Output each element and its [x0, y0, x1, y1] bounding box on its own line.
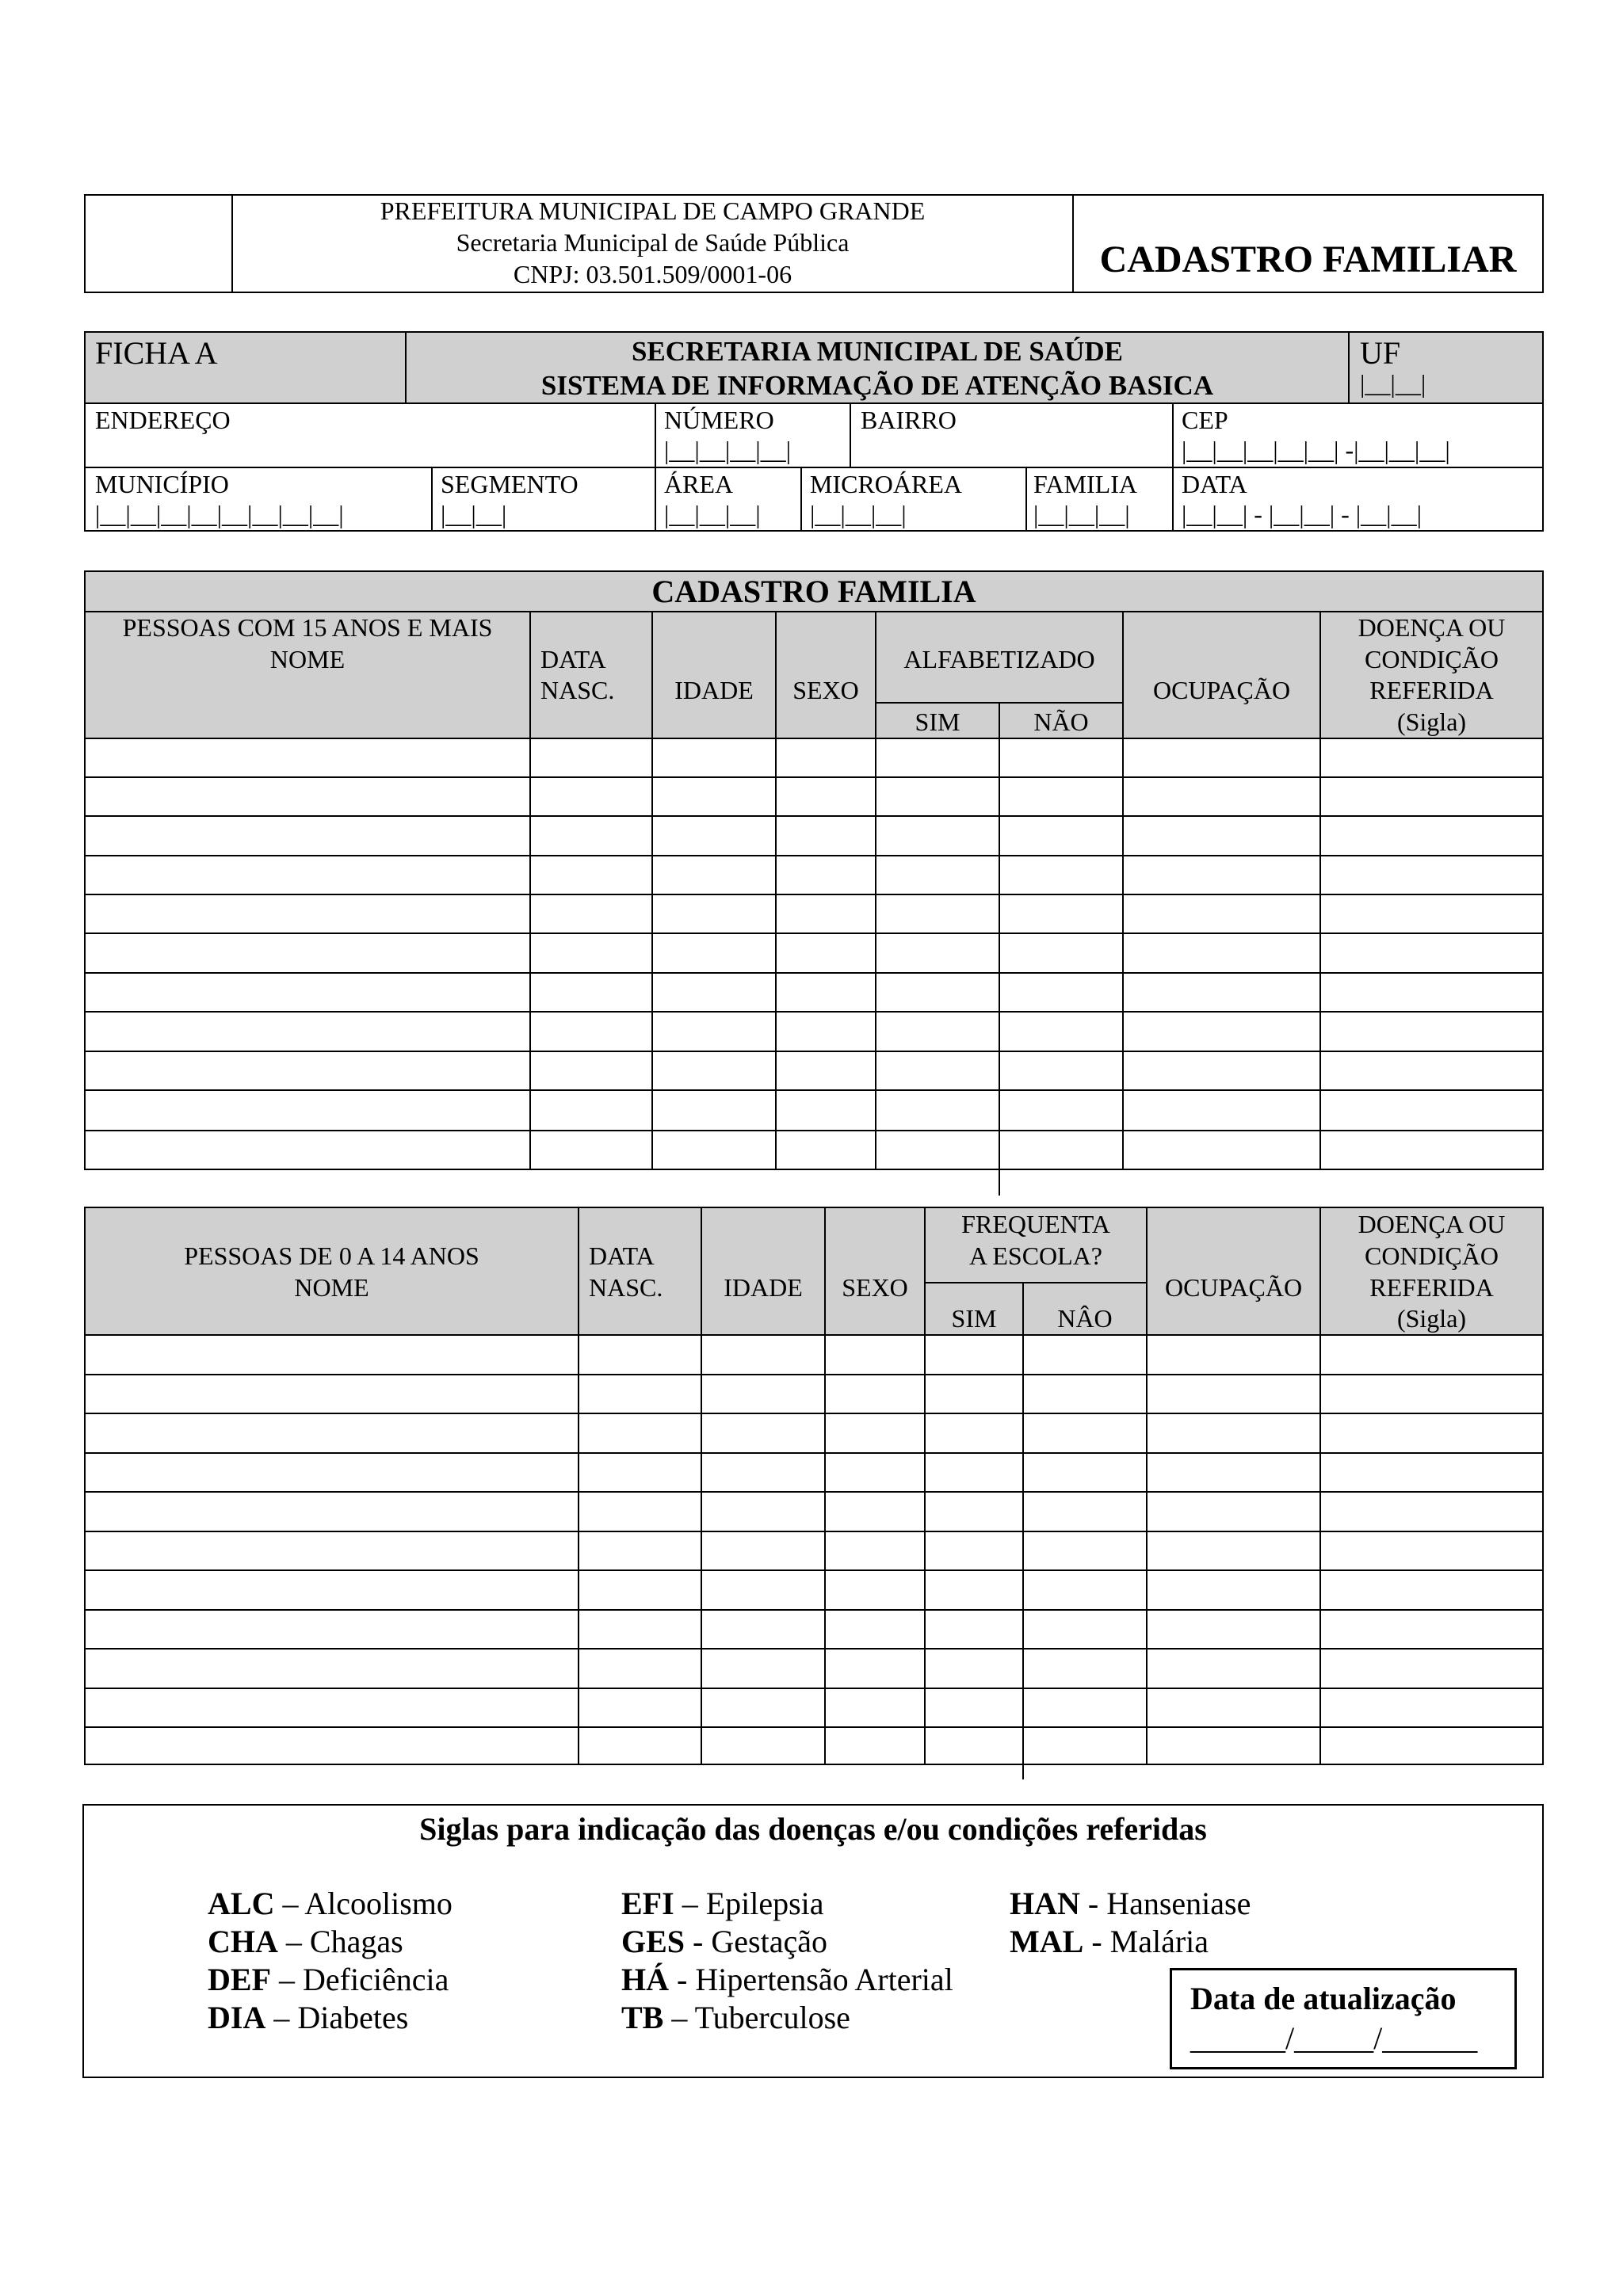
- segmento-field[interactable]: |__|__|: [441, 500, 507, 528]
- children-doenca-header: REFERIDA: [1369, 1273, 1494, 1302]
- cep-label: CEP: [1182, 406, 1228, 434]
- adults-nome-header: PESSOAS COM 15 ANOS E MAIS: [122, 613, 493, 642]
- microarea-label: MICROÁREA: [810, 470, 963, 498]
- children-row-line: [84, 1374, 1544, 1375]
- bairro-label: BAIRRO: [861, 406, 957, 434]
- area-field[interactable]: |__|__|__|: [664, 500, 761, 528]
- adults-row-line: [84, 933, 1544, 934]
- update-date-field[interactable]: ______/_____/______: [1190, 2020, 1478, 2056]
- children-row-line: [84, 1569, 1544, 1571]
- ficha-divider: [1172, 467, 1174, 532]
- children-row-line: [84, 1413, 1544, 1414]
- alfabetizado-header: ALFABETIZADO: [903, 645, 1095, 673]
- adults-row-line: [84, 738, 1544, 739]
- secretaria-title: SECRETARIA MUNICIPAL DE SAÚDE: [631, 336, 1124, 367]
- children-col-line: [924, 1207, 926, 1765]
- alfabetizado-sim-header: SIM: [915, 707, 960, 736]
- familia-field[interactable]: |__|__|__|: [1033, 500, 1130, 528]
- cep-field[interactable]: |__|__|__|__|__| -|__|__|__|: [1182, 436, 1450, 464]
- frequenta-split-line: [924, 1282, 1146, 1283]
- ficha-row-line: [84, 402, 1544, 404]
- data-field[interactable]: |__|__| - |__|__| - |__|__|: [1182, 500, 1422, 528]
- children-data-header: DATA: [589, 1241, 655, 1270]
- children-row-line: [84, 1531, 1544, 1532]
- children-row-line: [84, 1452, 1544, 1454]
- frequenta-nao-header: NÂO: [1057, 1304, 1113, 1333]
- adults-row-line: [84, 1051, 1544, 1052]
- ficha-row-line: [84, 467, 1544, 468]
- adults-doenca-header: REFERIDA: [1369, 676, 1494, 704]
- children-tick: [1022, 1765, 1024, 1779]
- frequenta-header: A ESCOLA?: [969, 1241, 1102, 1270]
- adults-col-line: [529, 611, 531, 1170]
- ficha-divider: [431, 467, 433, 532]
- frequenta-header: FREQUENTA: [961, 1210, 1110, 1238]
- org-name: PREFEITURA MUNICIPAL DE CAMPO GRANDE: [380, 196, 926, 225]
- children-row-line: [84, 1726, 1544, 1728]
- adults-data-header: DATA: [540, 645, 606, 673]
- adults-sexo-header: SEXO: [792, 676, 859, 704]
- area-label: ÁREA: [664, 470, 734, 498]
- adults-col-line: [999, 702, 1000, 1170]
- ficha-divider: [800, 467, 802, 532]
- update-date-label: Data de atualização: [1190, 1981, 1457, 2016]
- adults-row-line: [84, 1011, 1544, 1013]
- adults-row-line: [84, 815, 1544, 817]
- adults-row-line: [84, 776, 1544, 778]
- uf-label: UF: [1360, 335, 1401, 371]
- adults-nome-header: NOME: [269, 645, 346, 673]
- bairro-field[interactable]: [851, 436, 1170, 464]
- adults-doenca-header: CONDIÇÃO: [1365, 645, 1499, 673]
- children-row-line: [84, 1688, 1544, 1689]
- adults-ocupacao-header: OCUPAÇÃO: [1152, 676, 1291, 704]
- familia-label: FAMILIA: [1033, 470, 1137, 498]
- ficha-divider: [1172, 402, 1174, 467]
- adults-row-line: [84, 855, 1544, 856]
- legend-item: HÁ - Hipertensão Arterial: [621, 1962, 953, 1997]
- legend-item: DIA – Diabetes: [208, 2000, 409, 2035]
- adults-doenca-header: (Sigla): [1396, 707, 1467, 736]
- children-nome-header: NOME: [294, 1273, 369, 1302]
- uf-field[interactable]: |__|__|: [1360, 369, 1426, 398]
- children-idade-header: IDADE: [724, 1273, 803, 1302]
- legend-title: Siglas para indicação das doenças e/ou condições referidas: [419, 1811, 1207, 1847]
- children-row-line: [84, 1491, 1544, 1493]
- children-row-line: [84, 1334, 1544, 1336]
- legend-item: DEF – Deficiência: [208, 1962, 449, 1997]
- adults-doenca-header: DOENÇA OU: [1358, 613, 1506, 642]
- legend-item: HAN - Hanseniase: [1010, 1886, 1251, 1921]
- legend-item: CHA – Chagas: [208, 1924, 403, 1959]
- ficha-divider: [1025, 467, 1027, 532]
- frequenta-sim-header: SIM: [951, 1304, 997, 1333]
- children-ocupacao-header: OCUPAÇÃO: [1164, 1273, 1303, 1302]
- cadastro-familia-title: CADASTRO FAMILIA: [651, 574, 976, 609]
- ficha-divider: [655, 402, 656, 467]
- children-row-line: [84, 1609, 1544, 1611]
- children-col-line: [1022, 1282, 1024, 1765]
- adults-row-line: [84, 1089, 1544, 1091]
- microarea-field[interactable]: |__|__|__|: [810, 500, 907, 528]
- ficha-label: FICHA A: [95, 335, 218, 371]
- children-col-line: [578, 1207, 579, 1765]
- adults-row-line: [84, 894, 1544, 895]
- data-label: DATA: [1182, 470, 1247, 498]
- org-cnpj: CNPJ: 03.501.509/0001-06: [513, 260, 792, 288]
- legend-item: ALC – Alcoolismo: [208, 1886, 453, 1921]
- alfabetizado-nao-header: NÃO: [1033, 707, 1089, 736]
- adults-title-line: [84, 611, 1544, 612]
- legend-item: GES - Gestação: [621, 1924, 827, 1959]
- adults-data-header: NASC.: [540, 676, 615, 704]
- children-row-line: [84, 1648, 1544, 1650]
- adults-col-line: [875, 611, 876, 1170]
- adults-idade-header: IDADE: [674, 676, 754, 704]
- children-nome-header: PESSOAS DE 0 A 14 ANOS: [184, 1241, 479, 1270]
- segmento-label: SEGMENTO: [441, 470, 579, 498]
- legend-item: MAL - Malária: [1010, 1924, 1209, 1959]
- legend-item: EFI – Epilepsia: [621, 1886, 824, 1921]
- children-doenca-header: DOENÇA OU: [1358, 1210, 1506, 1238]
- legend-item: TB – Tuberculose: [621, 2000, 850, 2035]
- adults-tick: [999, 1170, 1000, 1196]
- endereco-label: ENDEREÇO: [95, 406, 231, 434]
- numero-field[interactable]: |__|__|__|__|: [664, 436, 792, 464]
- municipio-field[interactable]: |__|__|__|__|__|__|__|__|: [95, 500, 344, 528]
- children-doenca-header: CONDIÇÃO: [1365, 1241, 1499, 1270]
- ficha-divider: [1348, 331, 1350, 402]
- numero-label: NÚMERO: [664, 406, 774, 434]
- adults-row-line: [84, 1130, 1544, 1131]
- ficha-divider: [655, 467, 656, 532]
- municipio-label: MUNICÍPIO: [95, 470, 229, 498]
- logo-area: [86, 196, 231, 292]
- form-title: CADASTRO FAMILIAR: [1099, 238, 1517, 280]
- endereco-field[interactable]: [86, 436, 653, 464]
- children-doenca-header: (Sigla): [1396, 1304, 1467, 1333]
- sistema-title: SISTEMA DE INFORMAÇÃO DE ATENÇÃO BASICA: [540, 370, 1214, 401]
- children-sexo-header: SEXO: [842, 1273, 908, 1302]
- adults-row-line: [84, 972, 1544, 974]
- org-department: Secretaria Municipal de Saúde Pública: [456, 228, 850, 257]
- children-data-header: NASC.: [589, 1273, 663, 1302]
